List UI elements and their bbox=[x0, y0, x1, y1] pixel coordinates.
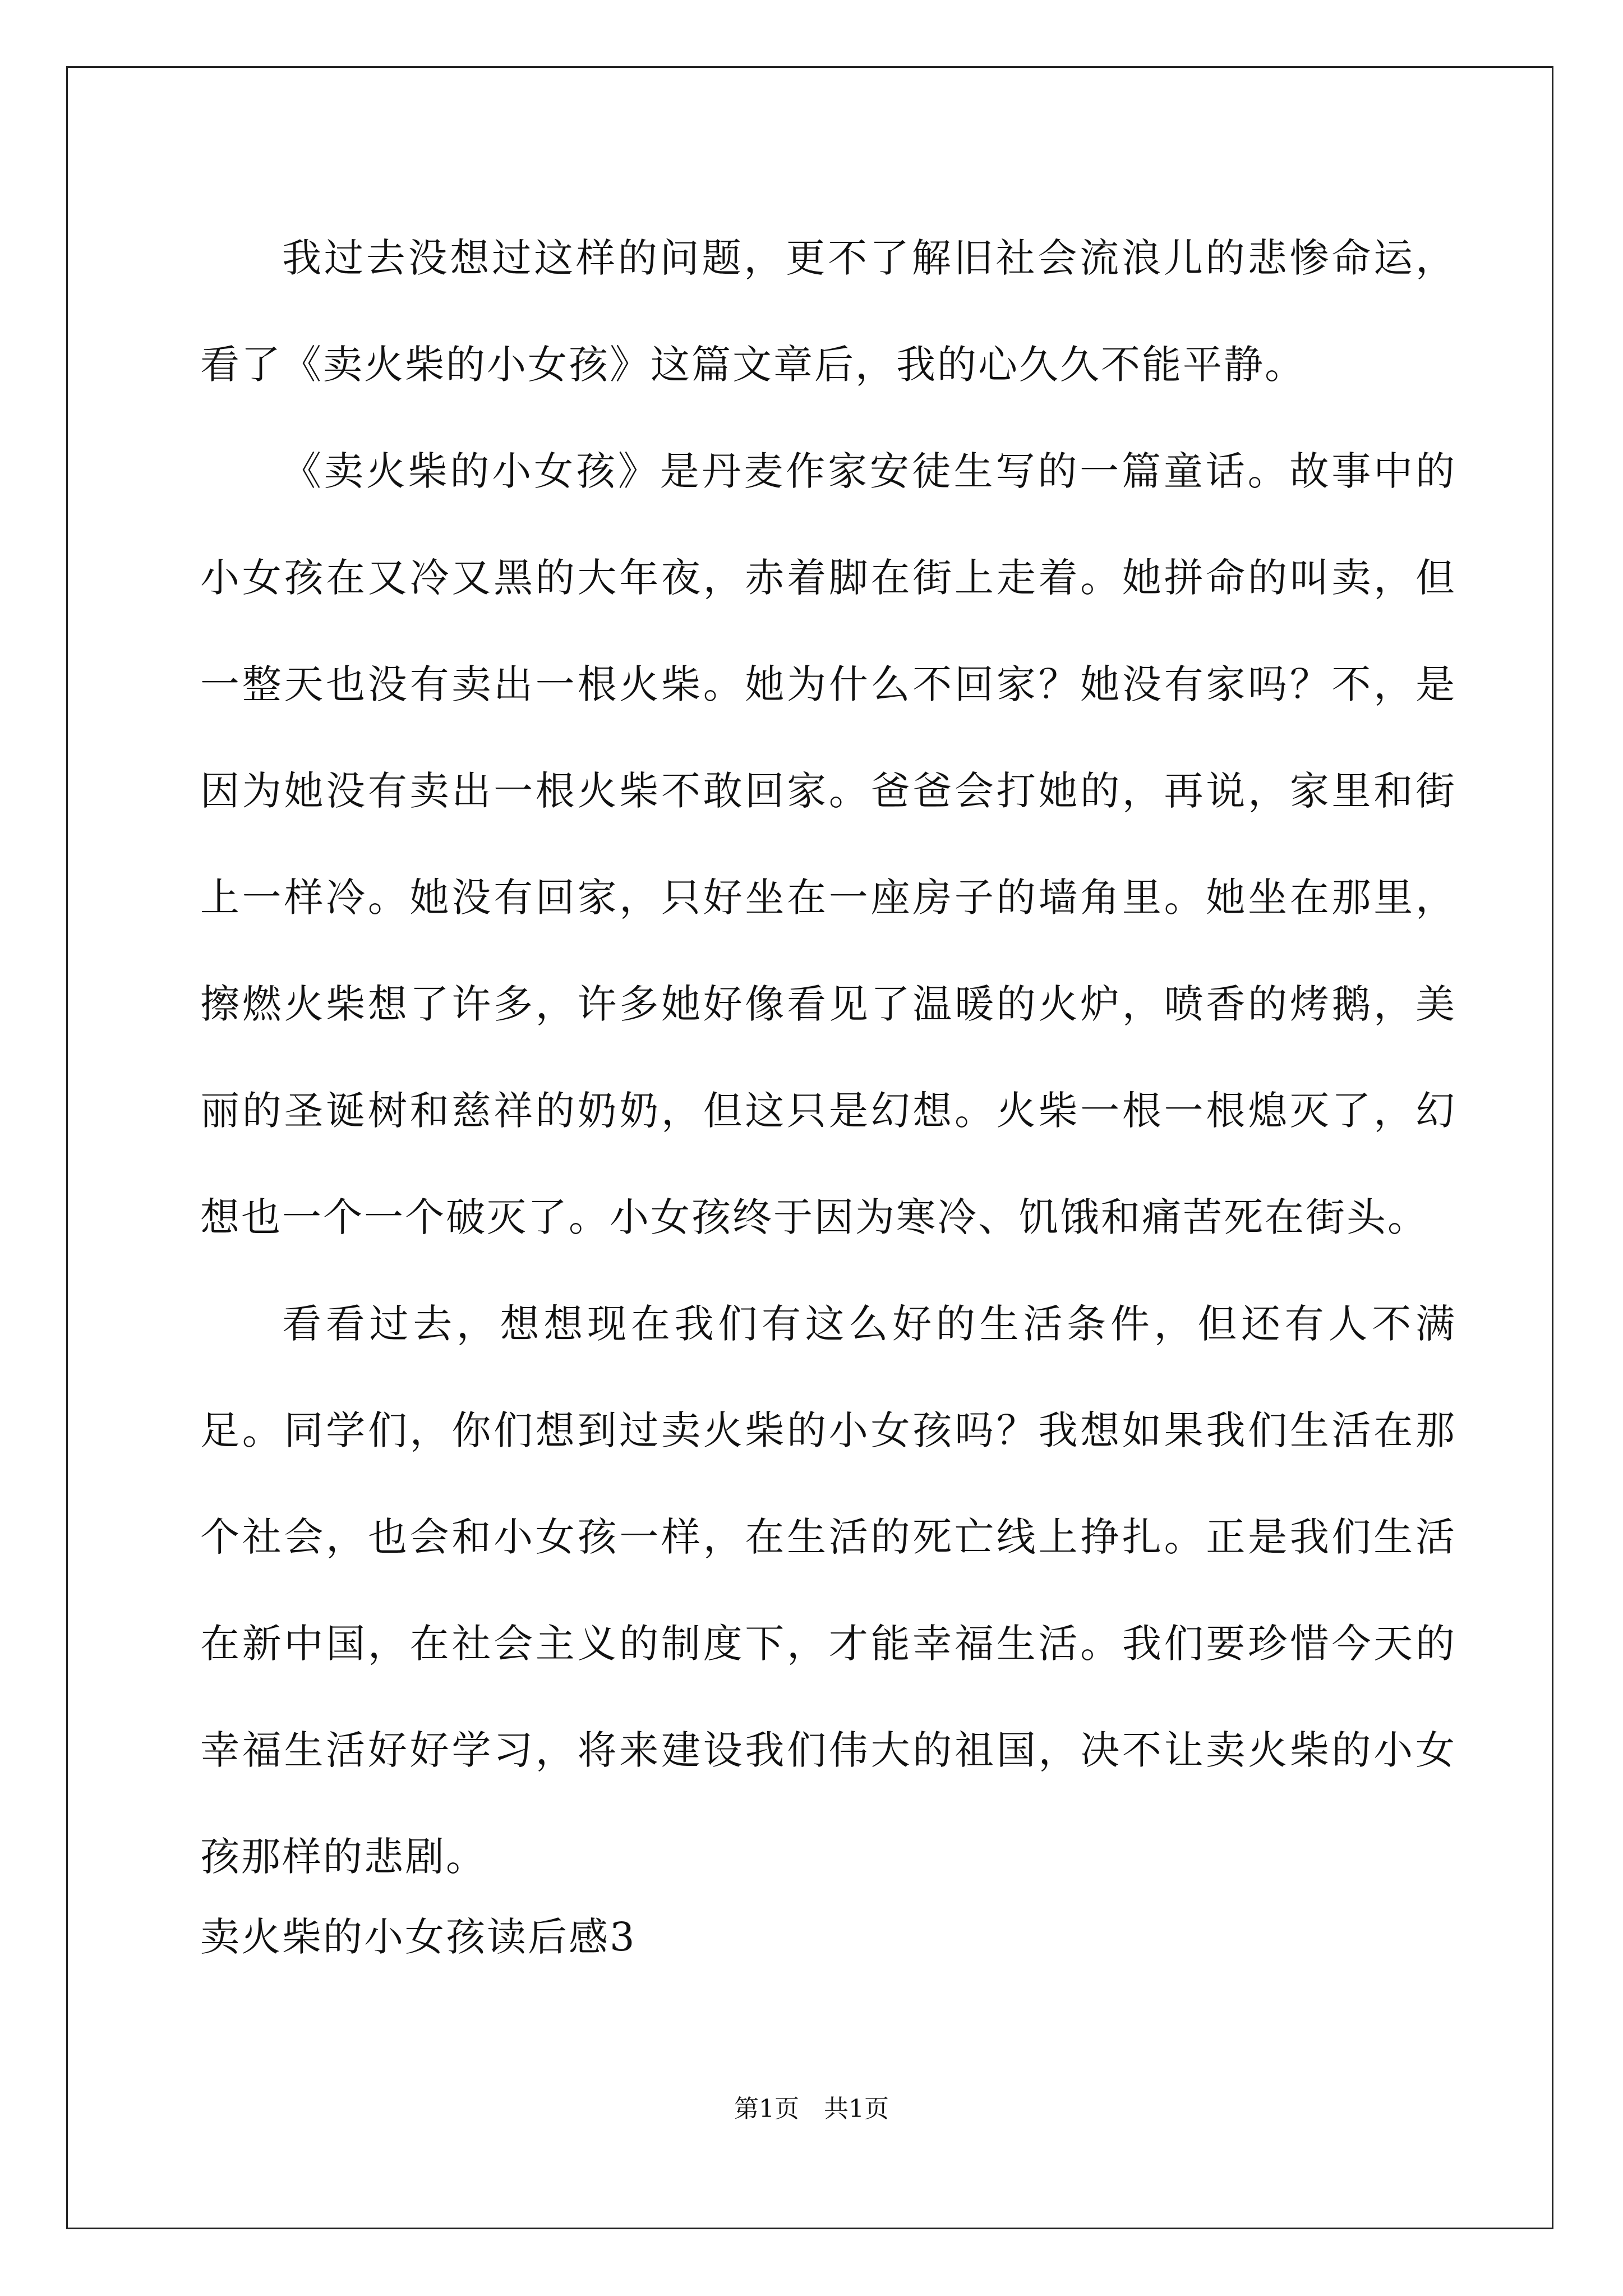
section-heading: 卖火柴的小女孩读后感3 bbox=[200, 1914, 637, 1960]
paragraph-2: 《卖火柴的小女孩》是丹麦作家安徒生写的一篇童话。故事中的小女孩在又冷又黑的大年夜，赤着脚在街上走着。她拼命的叫卖，但一整天也没有卖出一根火柴。她为什么不回家？她没有家吗？不，是因为她没有卖出一根火柴不敢回家。爸爸会打她的，再说，家里和街上一样冷。她没有回家，只好坐在一座房子的墙角里。她坐在那里，擦燃火柴想了许多，许多她好像看见了温暖的火炉，喷香的烤鹅，美丽的圣诞树和慈祥的奶奶，但这只是幻想。火柴一根一根熄灭了，幻想也一个一个破灭了。小女孩终于因为寒冷、饥饿和痛苦死在街头。 bbox=[200, 448, 1456, 1240]
page-number-footer: 第1页 共1页 bbox=[734, 2095, 889, 2123]
document-body bbox=[200, 205, 1456, 1910]
paragraph-1: 我过去没想过这样的问题，更不了解旧社会流浪儿的悲惨命运，看了《卖火柴的小女孩》这篇文章后，我的心久久不能平静。 bbox=[200, 235, 1456, 388]
paragraph-3: 看看过去，想想现在我们有这么好的生活条件，但还有人不满足。同学们，你们想到过卖火柴的小女孩吗？我想如果我们生活在那个社会，也会和小女孩一样，在生活的死亡线上挣扎。正是我们生活在新中国，在社会主义的制度下，才能幸福生活。我们要珍惜今天的幸福生活好好学习，将来建设我们伟大的祖国，决不让卖火柴的小女孩那样的悲剧。 bbox=[200, 1301, 1456, 1880]
